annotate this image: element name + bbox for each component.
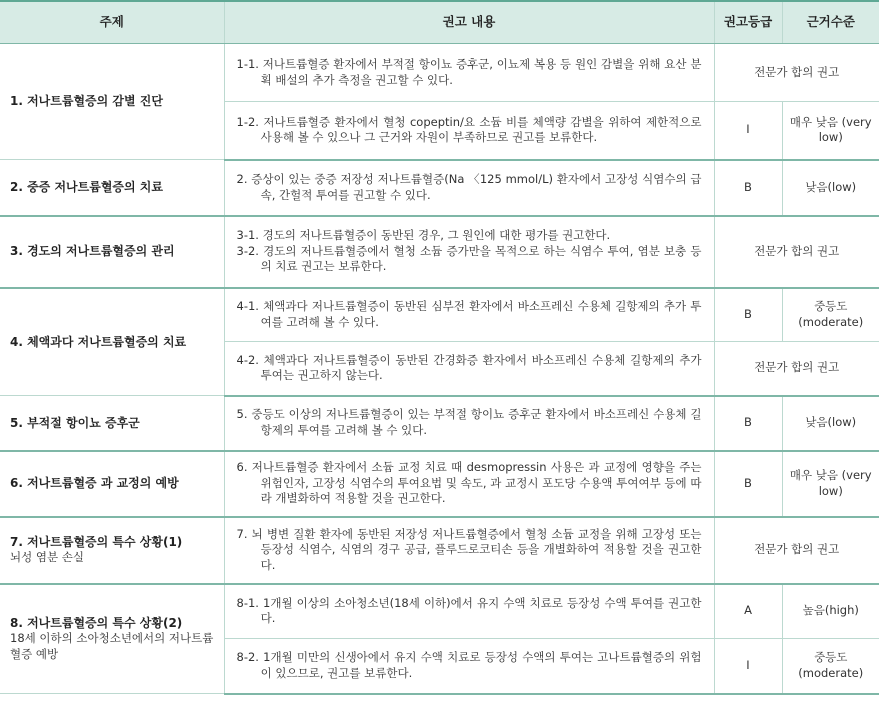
header-grade: 권고등급 (714, 1, 782, 44)
evidence-cell: 낮음(low) (782, 396, 879, 451)
topic-cell: 6. 저나트륨혈증 과 교정의 예방 (0, 451, 224, 517)
recommendation-text: 4-1. 체액과다 저나트륨혈증이 동반된 심부전 환자에서 바소프레신 수용체 길항제의 추가 투여를 고려해 볼 수 있다. (236, 299, 702, 329)
recommendation-cell (224, 102, 714, 160)
evidence-cell: 매우 낮음 (very low) (782, 451, 879, 517)
recommendation-text: 7. 뇌 병변 질환 환자에 동반된 저장성 저나트륨혈증에서 혈청 소듐 교정을 위해 고장성 또는 등장성 식염수, 식염의 경구 공급, 플루드로코티손 등을 개별화하여 적용할 것을 권고한다. (236, 526, 702, 572)
topic-subtitle: 뇌성 염분 손실 (10, 550, 84, 565)
recommendation-cell (224, 288, 714, 342)
recommendation-text: 8-1. 1개월 이상의 소아청소년(18세 이하)에서 유지 수액 치료로 등장성 수액 투여를 권고한다. (236, 595, 702, 626)
topic-cell: 2. 중증 저나트륨혈증의 치료 (0, 160, 224, 216)
recommendation-cell (224, 517, 714, 584)
evidence-cell: 낮음(low) (782, 160, 879, 216)
topic-subtitle: 18세 이하의 소아청소년에서의 저나트륨혈증 예방 (10, 631, 214, 661)
header-recommendation: 권고 내용 (224, 1, 714, 44)
table-row (0, 44, 879, 102)
topic-title: 8. 저나트륨혈증의 특수 상황(2) (10, 616, 183, 631)
recommendation-cell (224, 639, 714, 694)
table-row (0, 160, 879, 216)
grade-cell: B (714, 396, 782, 451)
header-evidence: 근거수준 (782, 1, 879, 44)
consensus-cell: 전문가 합의 권고 (714, 216, 879, 288)
evidence-cell: 매우 낮음 (very low) (782, 102, 879, 160)
recommendation-text: 3-1. 경도의 저나트륨혈증이 동반된 경우, 그 원인에 대한 평가를 권고한다. (236, 228, 611, 243)
recommendation-cell (224, 584, 714, 639)
recommendation-cell (224, 396, 714, 451)
table-header-row (0, 1, 879, 44)
consensus-cell: 전문가 합의 권고 (714, 517, 879, 584)
topic-cell: 4. 체액과다 저나트륨혈증의 치료 (0, 288, 224, 396)
grade-cell: B (714, 160, 782, 216)
header-topic: 주제 (0, 1, 224, 44)
recommendation-text: 1-2. 저나트륨혈증 환자에서 혈청 copeptin/요 소듐 비를 체액량 감별을 위하여 제한적으로 사용해 볼 수 있으나 그 근거와 자원이 부족하므로 권고를 보류한다. (236, 114, 702, 145)
consensus-cell: 전문가 합의 권고 (714, 44, 879, 102)
recommendation-text: 2. 증상이 있는 중증 저장성 저나트륨혈증(Na 〈125 mmol/L) 환자에서 고장성 식염수의 급속, 간헐적 투여를 권고할 수 있다. (236, 171, 702, 202)
recommendation-cell (224, 342, 714, 396)
table-row (0, 517, 879, 584)
grade-cell: A (714, 584, 782, 639)
grade-cell: I (714, 639, 782, 694)
table-row (0, 584, 879, 639)
consensus-cell: 전문가 합의 권고 (714, 342, 879, 396)
topic-cell (0, 584, 224, 694)
grade-cell: B (714, 288, 782, 342)
table-row (0, 216, 879, 288)
recommendation-text: 8-2. 1개월 미만의 신생아에서 유지 수액 치료로 등장성 수액의 투여는 고나트륨혈증의 위험이 있으므로, 권고를 보류한다. (236, 650, 702, 680)
table-row (0, 396, 879, 451)
topic-cell: 3. 경도의 저나트륨혈증의 관리 (0, 216, 224, 288)
topic-cell: 1. 저나트륨혈증의 감별 진단 (0, 44, 224, 160)
recommendation-text: 5. 중등도 이상의 저나트륨혈증이 있는 부적절 항이뇨 증후군 환자에서 바소프레신 수용체 길항제의 투여를 고려해 볼 수 있다. (236, 407, 702, 437)
evidence-cell: 중등도 (moderate) (782, 288, 879, 342)
table-row (0, 288, 879, 342)
evidence-cell: 높음(high) (782, 584, 879, 639)
grade-cell: I (714, 102, 782, 160)
topic-cell: 5. 부적절 항이뇨 증후군 (0, 396, 224, 451)
recommendation-cell (224, 160, 714, 216)
recommendation-text: 1-1. 저나트륨혈증 환자에서 부적절 항이뇨 증후군, 이뇨제 복용 등 원인 감별을 위해 요산 분획 배설의 추가 측정을 권고할 수 있다. (236, 56, 702, 87)
recommendation-text: 4-2. 체액과다 저나트륨혈증이 동반된 간경화증 환자에서 바소프레신 수용체 길항제의 추가 투여는 권고하지 않는다. (236, 352, 702, 383)
recommendation-text: 3-2. 경도의 저나트륨혈증에서 혈청 소듐 증가만을 목적으로 하는 식염수 투여, 염분 보충 등의 치료 권고는 보류한다. (236, 243, 702, 274)
evidence-cell: 중등도 (moderate) (782, 639, 879, 694)
topic-cell (0, 517, 224, 584)
recommendation-cell (224, 216, 714, 288)
recommendation-text: 6. 저나트륨혈증 환자에서 소듐 교정 치료 때 desmopressin 사용은 과 교정에 영향을 주는 위험인자, 고장성 식염수의 투여요법 및 속도, 과 교정시 포도당 수용액 투여여부 등에 따라 개별화하여 적용할 것을 권고한다. (236, 460, 702, 506)
table-row (0, 451, 879, 517)
recommendation-cell (224, 44, 714, 102)
recommendation-cell (224, 451, 714, 517)
grade-cell: B (714, 451, 782, 517)
topic-title: 7. 저나트륨혈증의 특수 상황(1) (10, 535, 183, 550)
